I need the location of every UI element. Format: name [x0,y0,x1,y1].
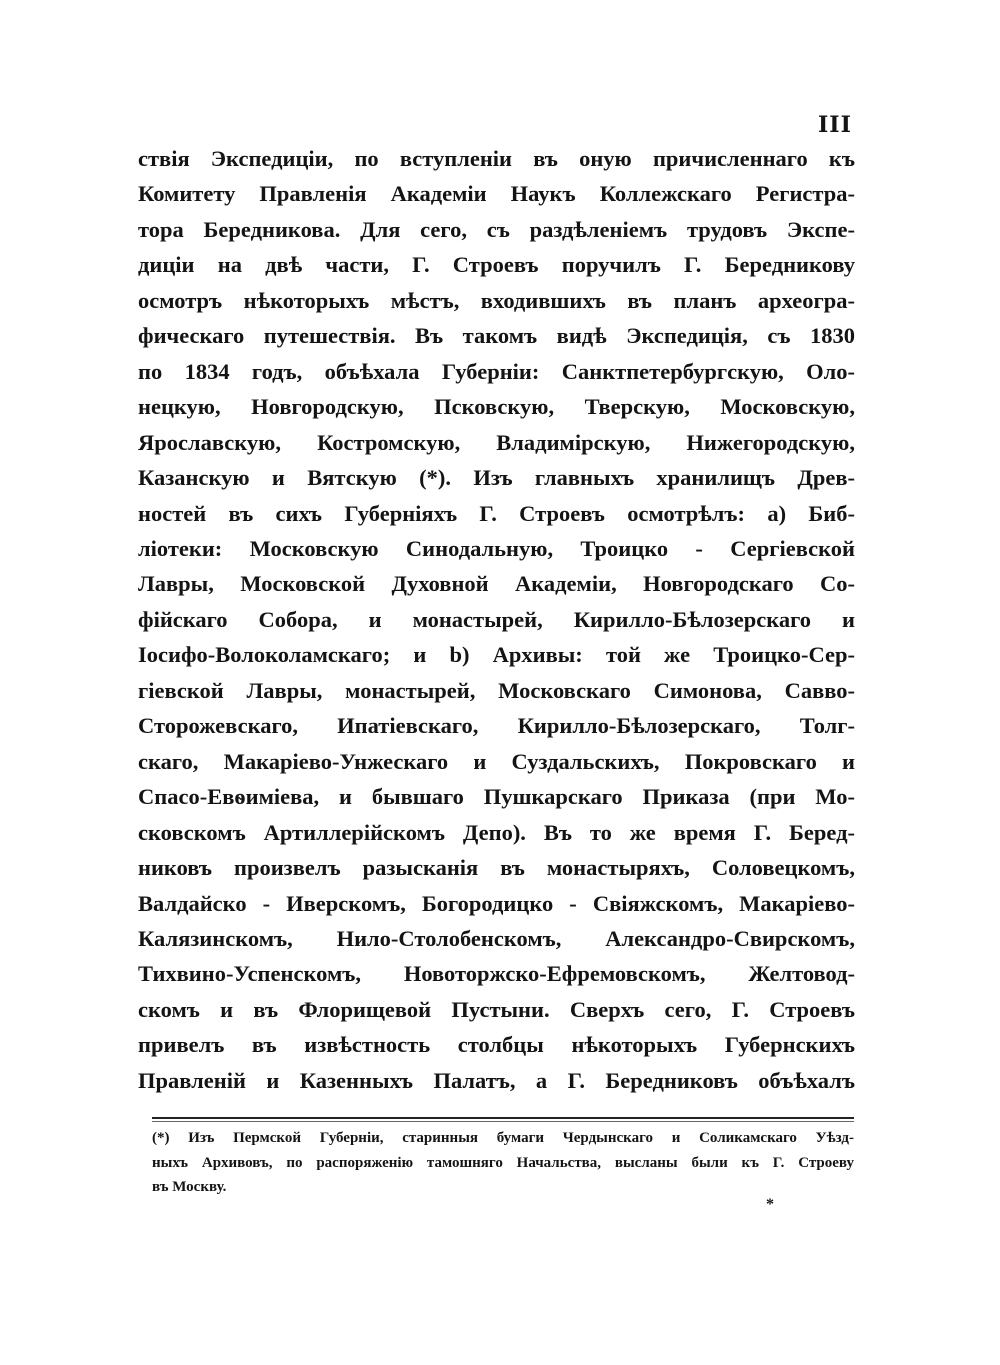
footnote [152,1130,854,1204]
text-line: нецкую, Новгородскую, Псковскую, Тверскую, Московскую, [138,394,855,420]
text-line: ностей въ сихъ Губерніяхъ Г. Строевъ осмотрѣлъ: а) Биб- [138,500,855,526]
signature-mark: * [766,1196,774,1213]
text-line: привелъ въ извѣстность столбцы нѣкоторыхъ Губернскихъ [138,1032,855,1058]
text-line: скомъ и въ Флорищевой Пустыни. Сверхъ сего, Г. Строевъ [138,996,855,1022]
footnote-line: (*) Изъ Пермской Губерніи, старинныя бумаги Чердынскаго и Соликамскаго Уѣзд- [152,1130,854,1146]
page-number: III [818,112,852,138]
footnote-line: въ Москву. [152,1179,227,1195]
text-line: ствія Экспедиціи, по вступленіи въ оную причисленнаго къ [138,146,855,171]
text-line: Сторожевскаго, Ипатіевскаго, Кирилло-Бѣлозерскаго, Толг- [138,713,855,739]
text-line: Тихвино-Успенскомъ, Новоторжско-Ефремовскомъ, Желтовод- [138,961,855,987]
footnote-line: ныхъ Архивовъ, по распоряженію тамошняго Начальства, высланы были къ Г. Строеву [152,1154,854,1171]
text-line: Спасо-Евѳиміева, и бывшаго Пушкарскаго Приказа (при Мо- [138,784,855,810]
text-line: Правленій и Казенныхъ Палатъ, а Г. Бередниковъ объѣхалъ [138,1067,855,1093]
text-line: Іосифо-Волоколамскаго; и b) Архивы: той же Троицко-Сер- [138,642,855,668]
text-line: тора Бередникова. Для сего, съ раздѣленіемъ трудовъ Экспе- [138,216,855,242]
main-text [138,146,855,1103]
text-line: диціи на двѣ части, Г. Строевъ поручилъ Г. Бередникову [138,252,855,278]
text-line: Комитету Правленія Академіи Наукъ Коллежскаго Регистра- [138,181,855,207]
text-line: Казанскую и Вятскую (*). Изъ главныхъ хранилищъ Древ- [138,465,855,491]
text-line: ліотеки: Московскую Синодальную, Троицко - Сергіевской [138,535,855,561]
text-line: скаго, Макаріево-Унжескаго и Суздальскихъ, Покровскаго и [138,748,855,774]
footnote-divider-thin [152,1121,854,1122]
text-line: Лавры, Московской Духовной Академіи, Новгородскаго Со- [138,571,855,597]
text-line: Калязинскомъ, Нило-Столобенскомъ, Александро-Свирскомъ, [138,925,855,951]
text-line: Валдайско - Иверскомъ, Богородицко - Свіяжскомъ, Макаріево- [138,890,855,916]
text-line: по 1834 годъ, объѣхала Губерніи: Санктпетербургскую, Оло- [138,358,855,384]
text-line: сковскомъ Артиллерійскомъ Депо). Въ то же время Г. Беред- [138,819,855,845]
text-line: фическаго путешествія. Въ такомъ видѣ Экспедиція, съ 1830 [138,323,855,349]
text-line: никовъ произвелъ разысканія въ монастыряхъ, Соловецкомъ, [138,855,855,881]
text-line: осмотръ нѣкоторыхъ мѣстъ, входившихъ въ планъ археогра- [138,287,855,313]
text-line: фійскаго Собора, и монастырей, Кирилло-Бѣлозерскаго и [138,606,855,632]
text-line: гіевской Лавры, монастырей, Московскаго Симонова, Савво- [138,677,855,703]
footnote-divider [152,1117,854,1119]
text-line: Ярославскую, Костромскую, Владимірскую, Нижегородскую, [138,429,855,455]
